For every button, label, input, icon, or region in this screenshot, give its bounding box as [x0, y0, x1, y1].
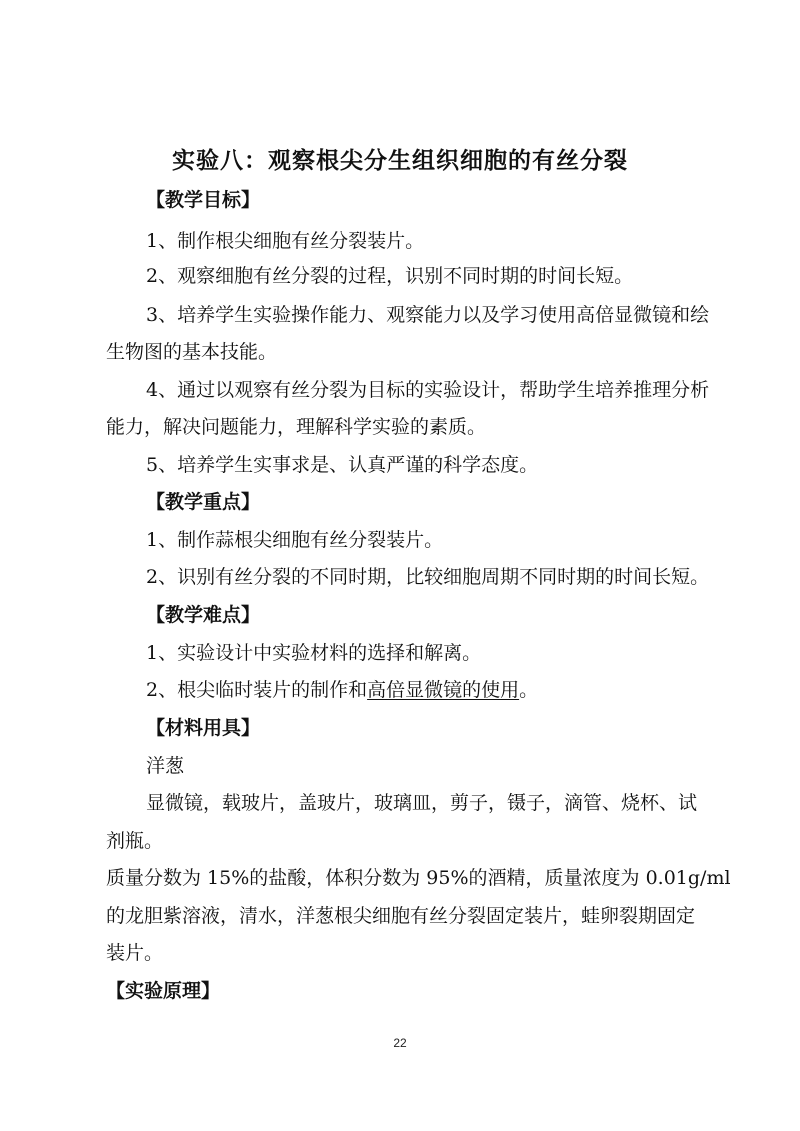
difficulty-line: 1、实验设计中实验材料的选择和解离。 — [146, 642, 482, 664]
objective-line: 2、观察细胞有丝分裂的过程，识别不同时期的时间长短。 — [146, 265, 634, 287]
objective-line: 生物图的基本技能。 — [106, 341, 278, 363]
material-line: 显微镜，载玻片，盖玻片，玻璃皿，剪子，镊子，滴管、烧杯、试 — [146, 792, 698, 814]
objective-line: 3、培养学生实验操作能力、观察能力以及学习使用高倍显微镜和绘 — [146, 304, 710, 326]
material-line: 的龙胆紫溶液，清水，洋葱根尖细胞有丝分裂固定装片，蛙卵裂期固定 — [106, 905, 696, 927]
section-heading-objectives: 【教学目标】 — [146, 189, 261, 211]
section-heading-materials: 【材料用具】 — [146, 717, 261, 739]
material-line: 剂瓶。 — [106, 830, 164, 852]
material-line: 洋葱 — [146, 755, 185, 777]
difficulty-text: 2、根尖临时装片的制作和 — [146, 679, 368, 701]
material-line: 质量分数为 15%的盐酸，体积分数为 95%的酒精，质量浓度为 0.01g/ml — [106, 867, 731, 889]
page-number: 22 — [393, 1036, 407, 1050]
difficulty-line — [146, 677, 538, 703]
objective-line: 4、通过以观察有丝分裂为目标的实验设计，帮助学生培养推理分析 — [146, 379, 710, 401]
underlined-text: 高倍显微镜的使用 — [367, 679, 520, 701]
objective-line: 5、培养学生实事求是、认真严谨的科学态度。 — [146, 454, 539, 476]
difficulty-text-end: 。 — [519, 679, 539, 701]
objective-line: 1、制作根尖细胞有丝分裂装片。 — [146, 230, 425, 252]
section-heading-key-points: 【教学重点】 — [146, 491, 261, 513]
page-title: 实验八：观察根尖分生组织细胞的有丝分裂 — [172, 148, 628, 174]
key-point-line: 2、识别有丝分裂的不同时期，比较细胞周期不同时期的时间长短。 — [146, 566, 710, 588]
section-heading-difficulties: 【教学难点】 — [146, 604, 261, 626]
material-line: 装片。 — [106, 942, 164, 964]
objective-line: 能力，解决问题能力，理解科学实验的素质。 — [106, 416, 487, 438]
key-point-line: 1、制作蒜根尖细胞有丝分裂装片。 — [146, 529, 444, 551]
section-heading-principle: 【实验原理】 — [106, 980, 221, 1002]
